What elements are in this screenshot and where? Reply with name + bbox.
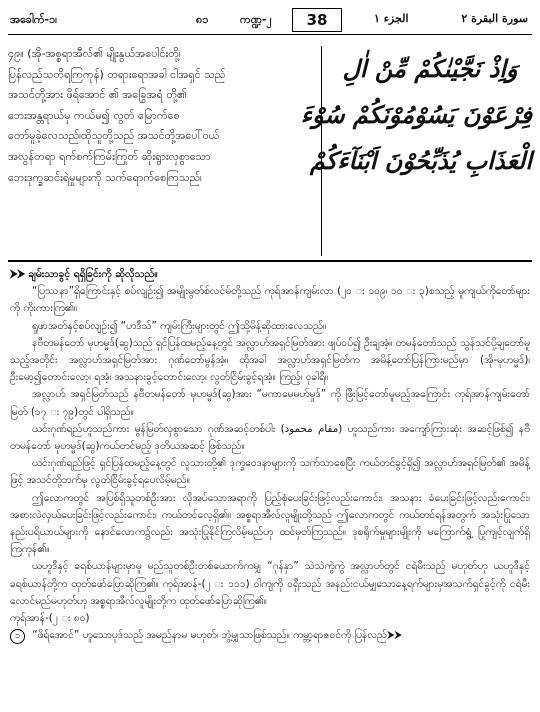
translation-line: ၄၉။ (အို-အစ္စရာအီလ်၏ မျိုးနွယ်အပေါင်းတို့၊ — [8, 47, 181, 60]
footnote — [10, 627, 530, 644]
verse-section — [8, 38, 532, 260]
translation-line: ဘေးအန္တရာယ်မှ ကယ်မ၍ လွတ် မြောက်စေ — [8, 108, 180, 122]
commentary-paragraph: ရှုဖာအတ်နှင့်စပ်လျဉ်း၍ “ဟဒီသ်” ကျမ်းကြီးများတွင် ဤသို့မိန့်ဆိုထားလေသည်။ — [32, 319, 327, 332]
page-label: ၈၁ — [196, 13, 209, 26]
juz-label: الجزء ١ — [374, 12, 409, 25]
translation-line: ဘေးဒုက္ခဆင်းရဲမှုများကို သက်ရောက်စေကြသည်၊ — [8, 170, 202, 184]
commentary-paragraph: ယင်းဂုဏ်ရည်ဖြင့် ရှင်ပြန်ထမည့်နေ့တွင် လူသားတို့၏ ဒုက္ခဝေဒနာများကို သက်သာစေပြီး ကယ်တင်ခွင့်ရှိ၍ အလ္လာဟ်အရှင်မြတ်၏ အမိန့်ဖြင့် အသင်တို့ဘက်မှ လွတ်ငြိမ်းခွင့်ရပေလိမ့်မည်။ — [10, 457, 530, 487]
translation-line: တော်မူခဲ့လေသည်၊ထိုသူတို့သည် အသင်တို့အပေါ်ဝယ် — [8, 129, 220, 143]
section-divider — [8, 260, 532, 262]
commentary-reference: ကုရ်အာန်-(၂ း ၈၀) — [10, 612, 90, 625]
commentary-paragraph: ယဟူဒီနှင့် ခရစ်ယာန်များမှာမူ မည်သူတစ်ဦးတစ်ယောက်ကမျှ “ဂုန်နှာ” သဲသဲကွဲကွဲ အလ္လာဟ်တွင် ငရဲမီးသည် မဟုတ်ဟု ယဟူဒီနှင့်ခရစ်ယာန်တို့က ထုတ်ဖော်ပြောဆိုကြ၏။ ကုရ်အာန်-(၂ း ၁၁၁) ဝါကျကို ဝရှီးသည် အနည်းငယ်မျှသောနေ့ရက်များမှအသက်ရှင်ခွင့်ကို ငရဲမီးလောင်မည်မဟုတ်ဟု အစ္စရာအီလ်လူမျိုးတို့က ထုတ်ဖော်ပြောဆိုကြ၏။ — [10, 560, 530, 607]
commentary-heading: ⮞⮞ ချမ်းသာခွင့် ရရှိခြင်းကို ဆိုလိုသည်။ — [10, 268, 158, 280]
chapter-label: အခေါက်-၁၊ — [10, 13, 57, 26]
translation-line: ပြန်လည်သတိရကြကုန်) တရားရောအခါ ငါအရှင် သည် — [8, 67, 226, 81]
page-header — [8, 6, 532, 35]
commentary-paragraph: အလ္လာဟ် အရှင်မြတ်သည် နဗီတမန်တော် မုဟမ္မဒ်(ဆွ)အား “မကာမေမဟ်မှုဒ်” ကို ဖြီးမြင့်တော်မူမည့်အကြောင်း ကုရ်အာန်ကျမ်းတော်မြတ် (၁၇ း ၇၉)တွင် ပါရှိသည်။ — [10, 388, 530, 418]
commentary-paragraph: ယင်းဂုဏ်ရည်ဟူသည်ကား မွန်မြတ်လှစွာသော ဂုဏ်အဆင့်တစ်ပါး (مقام محمود) ဟူသည်ကား အကျော်ကြားဆုံး အဆင့်ဖြစ်၍ နဗီတမန်တော် မုဟမ္မဒ်(ဆွ)ကယ်တင်မည့် ဒုတိယအဆင့် ဖြစ်သည်။ — [10, 422, 530, 453]
commentary-paragraph: နဗီတမန်တော် မုဟမ္မဒ်(ဆွ)သည် ရှင်ပြန်ထမည့်နေ့တွင် အလ္လာဟ်အရှင်မြတ်အား ဖျပ်ဝပ်၍ ဦးချအံ့။ တမန်တော်သည် သွန်သင်ပို့ချတော်မူသည့်အတိုင်း အလ္လာဟ်အရှင်မြတ်အား ဂုဏ်တော်မွန်အံ့။ ထိုအခါ အလ္လာဟ်အရှင်မြတ်က အမိန့်တော်ပြန်ကြားမည်မှာ (အို-မုဟမ္မဒ်)၊ ဦးမော့၍တောင်းလော့၊ ရအံ့၊ အသနားခွင့်တောင်းလော့၊ လွတ်ငြိမ်းခွင့်ရအံ့။ ကြည့်၊ ဝုခါရီ။ — [10, 336, 530, 384]
arabic-line: الْعَذَابِ يُذَبِّحُوْنَ اَبْنَآءَكُمْ — [309, 146, 532, 175]
footnote-number: ၁ — [10, 629, 25, 644]
verse-translation — [8, 44, 314, 254]
page-number: 38 — [292, 8, 342, 32]
arabic-line: وَاِذْ نَجَّيْنٰكُمْ مِّنْ اٰلِ — [342, 54, 518, 83]
translation-line: အသင်တို့အား ဖိရ်အောင် ၏ အခြွေအရံ တို့၏ — [8, 88, 187, 102]
section-label: ကဏ္ဍ-၂ — [240, 13, 272, 26]
commentary-paragraph: “ပြဿနာ”ရှိကြောင်းနှင့် စပ်လျဉ်း၍ အမျိုးမွတ်စ်လင်မ်တို့သည် ကုရ်အာန်ကျမ်းလာ (၂၀ း ၁၀၉၊ ၁၀ း ၃)စသည့် မူကျယ်ကိုတော်များကို ကိုးကားကြ၏။ — [10, 285, 530, 315]
commentary — [10, 266, 530, 706]
translation-line: အလွန်တရာ ရက်စက်ကြမ်းကြုတ် ဆိုးရွားလှစွာသော — [8, 149, 211, 163]
arabic-verse — [300, 46, 532, 246]
arabic-line: فِرْعَوْنَ يَسُوْمُوْنَكُمْ سُوْءَ — [300, 100, 532, 129]
footnote-text: “ဖိရ်အောင်” ဟူသောပုဒ်သည် အမည်နာမ မဟုတ်၊ ဘွဲ့မျှသာဖြစ်သည်။ ကမ္ဘာ့ရာဇဝင်ကို ပြန်လည်⮞⮞ — [32, 629, 402, 642]
surah-title: سورة البقرة ٢ — [461, 12, 528, 25]
commentary-paragraph: ဤလောကတွင် အပြစ်ရှိသူတစ်ဦးအား လိုအပ်သောအရာကို ပြည့်စုံပေးခြင်းဖြင့်လည်းကောင်း၊ အသနား ခံပေးခြင်းဖြင့်လည်းကောင်း၊ အစားလဲလှယ်ပေးခြင်းဖြင့်လည်းကောင်း၊ ကယ်တင်လေ့ရှိ၏။ အစ္စရာအီလ်လူမျိုးတို့သည် ဤလောကတွင် ကယ်တင်ရန်အတွက် အသုံးပြုသော နည်းပရိယာယ်များကို နောင်လောက၌လည်း အသုံးပြုနိုင်ကြလိမ့်မည်ဟု ထင်မှတ်ကြသည်။ ဒုစရိုက်မှုများမျိုးကို မကြောက်ရွံ့ ပြုကျင့်လျက်ရှိကြကုန်၏။ — [10, 491, 530, 556]
